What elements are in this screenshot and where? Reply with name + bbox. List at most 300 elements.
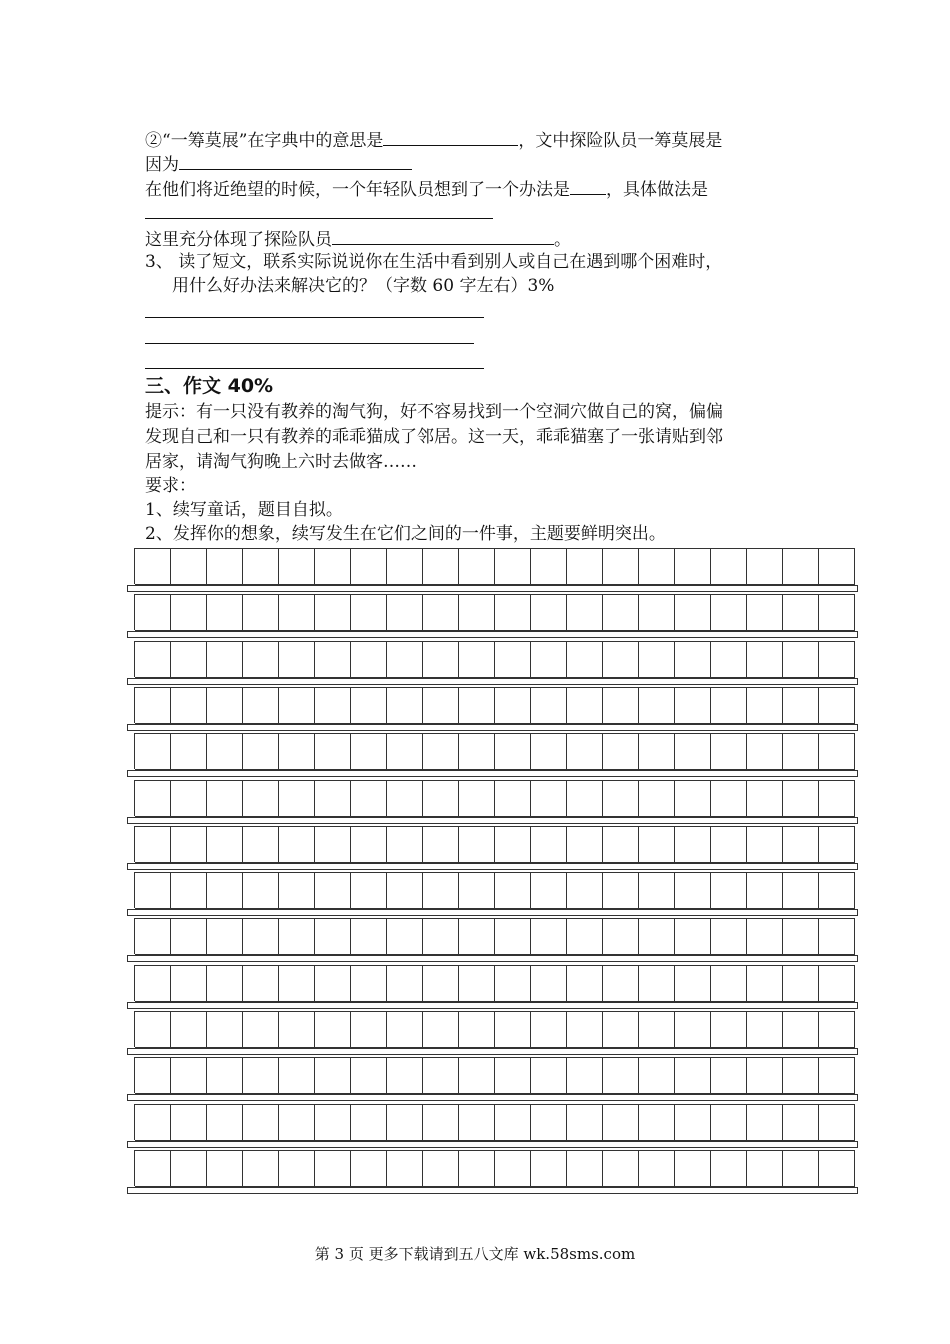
grid-cell[interactable]: [819, 1150, 855, 1187]
grid-cell[interactable]: [603, 1104, 639, 1141]
grid-cell[interactable]: [135, 780, 171, 817]
grid-cell[interactable]: [279, 548, 315, 585]
grid-cell[interactable]: [747, 1057, 783, 1094]
grid-cell[interactable]: [783, 687, 819, 724]
grid-cell[interactable]: [711, 687, 747, 724]
grid-cell[interactable]: [387, 1104, 423, 1141]
grid-cell[interactable]: [531, 826, 567, 863]
grid-cell[interactable]: [567, 733, 603, 770]
grid-cell[interactable]: [279, 733, 315, 770]
grid-cell[interactable]: [387, 548, 423, 585]
grid-row[interactable]: [134, 687, 855, 723]
grid-cell[interactable]: [171, 918, 207, 955]
grid-cell[interactable]: [243, 1150, 279, 1187]
grid-cell[interactable]: [603, 1011, 639, 1048]
answer-blank-2[interactable]: [179, 151, 412, 170]
grid-row[interactable]: [134, 641, 855, 677]
grid-cell[interactable]: [747, 826, 783, 863]
grid-cell[interactable]: [171, 1150, 207, 1187]
grid-cell[interactable]: [567, 918, 603, 955]
grid-cell[interactable]: [459, 1011, 495, 1048]
grid-cell[interactable]: [135, 1011, 171, 1048]
grid-cell[interactable]: [423, 872, 459, 909]
grid-cell[interactable]: [603, 918, 639, 955]
grid-cell[interactable]: [531, 594, 567, 631]
grid-cell[interactable]: [171, 594, 207, 631]
grid-row[interactable]: [134, 780, 855, 816]
grid-cell[interactable]: [783, 826, 819, 863]
grid-cell[interactable]: [279, 1011, 315, 1048]
grid-cell[interactable]: [639, 1011, 675, 1048]
grid-cell[interactable]: [351, 641, 387, 678]
grid-cell[interactable]: [351, 1057, 387, 1094]
grid-cell[interactable]: [819, 965, 855, 1002]
grid-cell[interactable]: [243, 826, 279, 863]
grid-cell[interactable]: [747, 1104, 783, 1141]
grid-cell[interactable]: [207, 1104, 243, 1141]
grid-cell[interactable]: [675, 687, 711, 724]
grid-cell[interactable]: [567, 687, 603, 724]
grid-cell[interactable]: [207, 780, 243, 817]
grid-cell[interactable]: [783, 965, 819, 1002]
answer-line-4[interactable]: [145, 218, 493, 219]
grid-cell[interactable]: [387, 1011, 423, 1048]
grid-cell[interactable]: [279, 780, 315, 817]
grid-cell[interactable]: [747, 1011, 783, 1048]
answer-line-q3-2[interactable]: [145, 343, 474, 344]
grid-cell[interactable]: [819, 1057, 855, 1094]
grid-cell[interactable]: [639, 826, 675, 863]
grid-cell[interactable]: [639, 548, 675, 585]
grid-cell[interactable]: [315, 1011, 351, 1048]
grid-cell[interactable]: [639, 687, 675, 724]
grid-cell[interactable]: [207, 872, 243, 909]
grid-cell[interactable]: [567, 1104, 603, 1141]
grid-cell[interactable]: [423, 733, 459, 770]
grid-cell[interactable]: [819, 687, 855, 724]
answer-blank-3[interactable]: [570, 176, 606, 195]
grid-cell[interactable]: [747, 687, 783, 724]
grid-cell[interactable]: [387, 733, 423, 770]
grid-cell[interactable]: [423, 965, 459, 1002]
grid-cell[interactable]: [639, 965, 675, 1002]
grid-cell[interactable]: [387, 594, 423, 631]
grid-cell[interactable]: [711, 641, 747, 678]
grid-cell[interactable]: [351, 1011, 387, 1048]
grid-cell[interactable]: [135, 548, 171, 585]
grid-cell[interactable]: [207, 1150, 243, 1187]
grid-cell[interactable]: [315, 872, 351, 909]
grid-cell[interactable]: [243, 687, 279, 724]
grid-cell[interactable]: [207, 1057, 243, 1094]
grid-cell[interactable]: [675, 780, 711, 817]
answer-line-q3-3[interactable]: [145, 368, 484, 369]
grid-cell[interactable]: [423, 826, 459, 863]
grid-cell[interactable]: [423, 918, 459, 955]
grid-row[interactable]: [134, 733, 855, 769]
grid-cell[interactable]: [387, 918, 423, 955]
grid-cell[interactable]: [279, 687, 315, 724]
grid-cell[interactable]: [711, 918, 747, 955]
grid-cell[interactable]: [351, 594, 387, 631]
grid-cell[interactable]: [279, 1150, 315, 1187]
grid-cell[interactable]: [495, 872, 531, 909]
grid-cell[interactable]: [711, 965, 747, 1002]
grid-cell[interactable]: [207, 965, 243, 1002]
grid-cell[interactable]: [423, 594, 459, 631]
grid-cell[interactable]: [531, 1057, 567, 1094]
grid-cell[interactable]: [459, 733, 495, 770]
grid-cell[interactable]: [819, 594, 855, 631]
grid-row[interactable]: [134, 918, 855, 954]
grid-cell[interactable]: [459, 1150, 495, 1187]
grid-cell[interactable]: [279, 641, 315, 678]
grid-cell[interactable]: [387, 1057, 423, 1094]
grid-cell[interactable]: [459, 965, 495, 1002]
grid-cell[interactable]: [459, 594, 495, 631]
grid-cell[interactable]: [495, 641, 531, 678]
grid-cell[interactable]: [351, 1104, 387, 1141]
grid-cell[interactable]: [747, 641, 783, 678]
grid-cell[interactable]: [711, 1011, 747, 1048]
grid-cell[interactable]: [423, 1057, 459, 1094]
grid-cell[interactable]: [459, 641, 495, 678]
grid-cell[interactable]: [459, 1104, 495, 1141]
grid-cell[interactable]: [243, 733, 279, 770]
grid-cell[interactable]: [243, 965, 279, 1002]
grid-cell[interactable]: [135, 641, 171, 678]
grid-cell[interactable]: [747, 733, 783, 770]
grid-cell[interactable]: [351, 965, 387, 1002]
grid-cell[interactable]: [495, 826, 531, 863]
grid-cell[interactable]: [135, 733, 171, 770]
grid-cell[interactable]: [243, 918, 279, 955]
grid-cell[interactable]: [747, 1150, 783, 1187]
grid-cell[interactable]: [171, 548, 207, 585]
grid-cell[interactable]: [135, 687, 171, 724]
grid-cell[interactable]: [495, 594, 531, 631]
grid-cell[interactable]: [711, 1150, 747, 1187]
grid-cell[interactable]: [747, 548, 783, 585]
grid-cell[interactable]: [639, 872, 675, 909]
grid-cell[interactable]: [603, 594, 639, 631]
grid-cell[interactable]: [819, 548, 855, 585]
grid-cell[interactable]: [783, 918, 819, 955]
grid-cell[interactable]: [207, 918, 243, 955]
grid-cell[interactable]: [783, 548, 819, 585]
grid-cell[interactable]: [171, 1057, 207, 1094]
grid-cell[interactable]: [783, 733, 819, 770]
grid-cell[interactable]: [459, 826, 495, 863]
grid-cell[interactable]: [387, 872, 423, 909]
grid-cell[interactable]: [639, 733, 675, 770]
grid-cell[interactable]: [315, 1150, 351, 1187]
grid-cell[interactable]: [783, 641, 819, 678]
grid-cell[interactable]: [567, 1011, 603, 1048]
grid-cell[interactable]: [675, 826, 711, 863]
grid-cell[interactable]: [423, 780, 459, 817]
grid-cell[interactable]: [783, 1057, 819, 1094]
grid-cell[interactable]: [495, 733, 531, 770]
grid-row[interactable]: [134, 1011, 855, 1047]
grid-cell[interactable]: [315, 594, 351, 631]
grid-cell[interactable]: [135, 1057, 171, 1094]
grid-cell[interactable]: [315, 687, 351, 724]
grid-cell[interactable]: [783, 1104, 819, 1141]
grid-cell[interactable]: [531, 641, 567, 678]
grid-cell[interactable]: [747, 918, 783, 955]
grid-cell[interactable]: [603, 641, 639, 678]
grid-cell[interactable]: [171, 1011, 207, 1048]
grid-cell[interactable]: [135, 1150, 171, 1187]
grid-cell[interactable]: [675, 965, 711, 1002]
grid-cell[interactable]: [639, 780, 675, 817]
grid-cell[interactable]: [387, 1150, 423, 1187]
grid-cell[interactable]: [675, 1150, 711, 1187]
grid-cell[interactable]: [531, 965, 567, 1002]
grid-cell[interactable]: [783, 1011, 819, 1048]
grid-cell[interactable]: [675, 1104, 711, 1141]
grid-cell[interactable]: [135, 1104, 171, 1141]
grid-cell[interactable]: [603, 733, 639, 770]
grid-cell[interactable]: [315, 780, 351, 817]
grid-cell[interactable]: [207, 826, 243, 863]
grid-cell[interactable]: [171, 826, 207, 863]
grid-cell[interactable]: [711, 826, 747, 863]
grid-cell[interactable]: [675, 1057, 711, 1094]
grid-cell[interactable]: [819, 641, 855, 678]
grid-cell[interactable]: [495, 1011, 531, 1048]
grid-cell[interactable]: [603, 780, 639, 817]
grid-cell[interactable]: [387, 965, 423, 1002]
grid-row[interactable]: [134, 594, 855, 630]
grid-cell[interactable]: [495, 1150, 531, 1187]
grid-cell[interactable]: [207, 687, 243, 724]
grid-cell[interactable]: [423, 1104, 459, 1141]
grid-cell[interactable]: [459, 918, 495, 955]
grid-cell[interactable]: [675, 594, 711, 631]
grid-cell[interactable]: [459, 872, 495, 909]
grid-row[interactable]: [134, 548, 855, 584]
grid-cell[interactable]: [711, 594, 747, 631]
grid-cell[interactable]: [495, 548, 531, 585]
grid-cell[interactable]: [495, 1104, 531, 1141]
grid-cell[interactable]: [495, 965, 531, 1002]
grid-cell[interactable]: [603, 826, 639, 863]
grid-cell[interactable]: [387, 687, 423, 724]
grid-cell[interactable]: [279, 1057, 315, 1094]
grid-cell[interactable]: [819, 780, 855, 817]
grid-cell[interactable]: [603, 1057, 639, 1094]
grid-cell[interactable]: [711, 548, 747, 585]
grid-cell[interactable]: [675, 1011, 711, 1048]
grid-cell[interactable]: [819, 1011, 855, 1048]
grid-cell[interactable]: [351, 733, 387, 770]
grid-cell[interactable]: [351, 780, 387, 817]
grid-cell[interactable]: [567, 641, 603, 678]
grid-cell[interactable]: [495, 918, 531, 955]
grid-cell[interactable]: [351, 548, 387, 585]
grid-cell[interactable]: [819, 733, 855, 770]
grid-cell[interactable]: [387, 826, 423, 863]
grid-cell[interactable]: [567, 826, 603, 863]
grid-cell[interactable]: [315, 918, 351, 955]
grid-cell[interactable]: [675, 548, 711, 585]
grid-cell[interactable]: [171, 641, 207, 678]
grid-cell[interactable]: [243, 641, 279, 678]
grid-cell[interactable]: [423, 641, 459, 678]
grid-cell[interactable]: [747, 594, 783, 631]
grid-row[interactable]: [134, 826, 855, 862]
grid-cell[interactable]: [531, 872, 567, 909]
grid-row[interactable]: [134, 872, 855, 908]
grid-cell[interactable]: [135, 918, 171, 955]
grid-cell[interactable]: [567, 872, 603, 909]
grid-cell[interactable]: [531, 1104, 567, 1141]
answer-blank-1[interactable]: [383, 127, 518, 146]
grid-cell[interactable]: [315, 965, 351, 1002]
grid-cell[interactable]: [279, 965, 315, 1002]
grid-cell[interactable]: [171, 965, 207, 1002]
grid-cell[interactable]: [243, 594, 279, 631]
grid-cell[interactable]: [567, 965, 603, 1002]
grid-cell[interactable]: [243, 1011, 279, 1048]
grid-cell[interactable]: [675, 641, 711, 678]
grid-cell[interactable]: [495, 1057, 531, 1094]
grid-cell[interactable]: [279, 1104, 315, 1141]
grid-cell[interactable]: [279, 918, 315, 955]
grid-cell[interactable]: [819, 872, 855, 909]
grid-cell[interactable]: [567, 548, 603, 585]
grid-cell[interactable]: [747, 780, 783, 817]
grid-cell[interactable]: [783, 872, 819, 909]
grid-cell[interactable]: [207, 548, 243, 585]
grid-cell[interactable]: [711, 733, 747, 770]
grid-cell[interactable]: [711, 1104, 747, 1141]
grid-cell[interactable]: [135, 872, 171, 909]
grid-cell[interactable]: [243, 780, 279, 817]
grid-cell[interactable]: [603, 965, 639, 1002]
grid-cell[interactable]: [639, 1104, 675, 1141]
grid-cell[interactable]: [495, 780, 531, 817]
grid-cell[interactable]: [351, 687, 387, 724]
grid-cell[interactable]: [351, 826, 387, 863]
grid-cell[interactable]: [711, 780, 747, 817]
grid-cell[interactable]: [603, 548, 639, 585]
grid-cell[interactable]: [783, 1150, 819, 1187]
grid-cell[interactable]: [567, 780, 603, 817]
grid-cell[interactable]: [315, 1057, 351, 1094]
grid-cell[interactable]: [423, 548, 459, 585]
grid-cell[interactable]: [567, 594, 603, 631]
grid-cell[interactable]: [315, 733, 351, 770]
grid-cell[interactable]: [675, 872, 711, 909]
grid-cell[interactable]: [819, 918, 855, 955]
grid-cell[interactable]: [567, 1150, 603, 1187]
grid-cell[interactable]: [423, 1011, 459, 1048]
grid-cell[interactable]: [315, 1104, 351, 1141]
answer-blank-5[interactable]: [332, 226, 554, 245]
grid-cell[interactable]: [639, 1057, 675, 1094]
grid-cell[interactable]: [603, 1150, 639, 1187]
grid-cell[interactable]: [675, 918, 711, 955]
grid-cell[interactable]: [783, 780, 819, 817]
grid-cell[interactable]: [531, 1150, 567, 1187]
grid-cell[interactable]: [135, 594, 171, 631]
grid-cell[interactable]: [135, 965, 171, 1002]
grid-cell[interactable]: [819, 826, 855, 863]
grid-cell[interactable]: [567, 1057, 603, 1094]
grid-cell[interactable]: [531, 548, 567, 585]
grid-cell[interactable]: [495, 687, 531, 724]
grid-cell[interactable]: [603, 872, 639, 909]
grid-cell[interactable]: [387, 780, 423, 817]
grid-cell[interactable]: [207, 1011, 243, 1048]
answer-line-q3-1[interactable]: [145, 317, 484, 318]
grid-cell[interactable]: [243, 548, 279, 585]
grid-cell[interactable]: [279, 826, 315, 863]
grid-row[interactable]: [134, 1150, 855, 1186]
grid-cell[interactable]: [711, 1057, 747, 1094]
grid-cell[interactable]: [531, 687, 567, 724]
grid-row[interactable]: [134, 1104, 855, 1140]
grid-cell[interactable]: [459, 687, 495, 724]
grid-cell[interactable]: [423, 1150, 459, 1187]
grid-cell[interactable]: [279, 594, 315, 631]
grid-cell[interactable]: [675, 733, 711, 770]
grid-cell[interactable]: [819, 1104, 855, 1141]
grid-cell[interactable]: [423, 687, 459, 724]
grid-cell[interactable]: [351, 918, 387, 955]
grid-cell[interactable]: [747, 872, 783, 909]
grid-cell[interactable]: [207, 733, 243, 770]
grid-cell[interactable]: [747, 965, 783, 1002]
grid-cell[interactable]: [135, 826, 171, 863]
grid-cell[interactable]: [243, 1104, 279, 1141]
grid-cell[interactable]: [171, 780, 207, 817]
grid-row[interactable]: [134, 1057, 855, 1093]
grid-cell[interactable]: [459, 1057, 495, 1094]
grid-cell[interactable]: [459, 780, 495, 817]
grid-cell[interactable]: [531, 733, 567, 770]
grid-cell[interactable]: [243, 872, 279, 909]
grid-cell[interactable]: [171, 872, 207, 909]
grid-cell[interactable]: [243, 1057, 279, 1094]
grid-cell[interactable]: [711, 872, 747, 909]
grid-cell[interactable]: [171, 1104, 207, 1141]
grid-cell[interactable]: [387, 641, 423, 678]
grid-cell[interactable]: [603, 687, 639, 724]
grid-cell[interactable]: [639, 918, 675, 955]
grid-cell[interactable]: [351, 872, 387, 909]
grid-cell[interactable]: [459, 548, 495, 585]
grid-cell[interactable]: [639, 594, 675, 631]
grid-cell[interactable]: [531, 1011, 567, 1048]
grid-cell[interactable]: [315, 548, 351, 585]
grid-cell[interactable]: [315, 826, 351, 863]
grid-cell[interactable]: [639, 1150, 675, 1187]
grid-cell[interactable]: [315, 641, 351, 678]
grid-cell[interactable]: [207, 594, 243, 631]
grid-cell[interactable]: [639, 641, 675, 678]
grid-cell[interactable]: [171, 687, 207, 724]
grid-cell[interactable]: [531, 918, 567, 955]
grid-row[interactable]: [134, 965, 855, 1001]
grid-cell[interactable]: [279, 872, 315, 909]
grid-cell[interactable]: [783, 594, 819, 631]
grid-cell[interactable]: [171, 733, 207, 770]
grid-cell[interactable]: [531, 780, 567, 817]
